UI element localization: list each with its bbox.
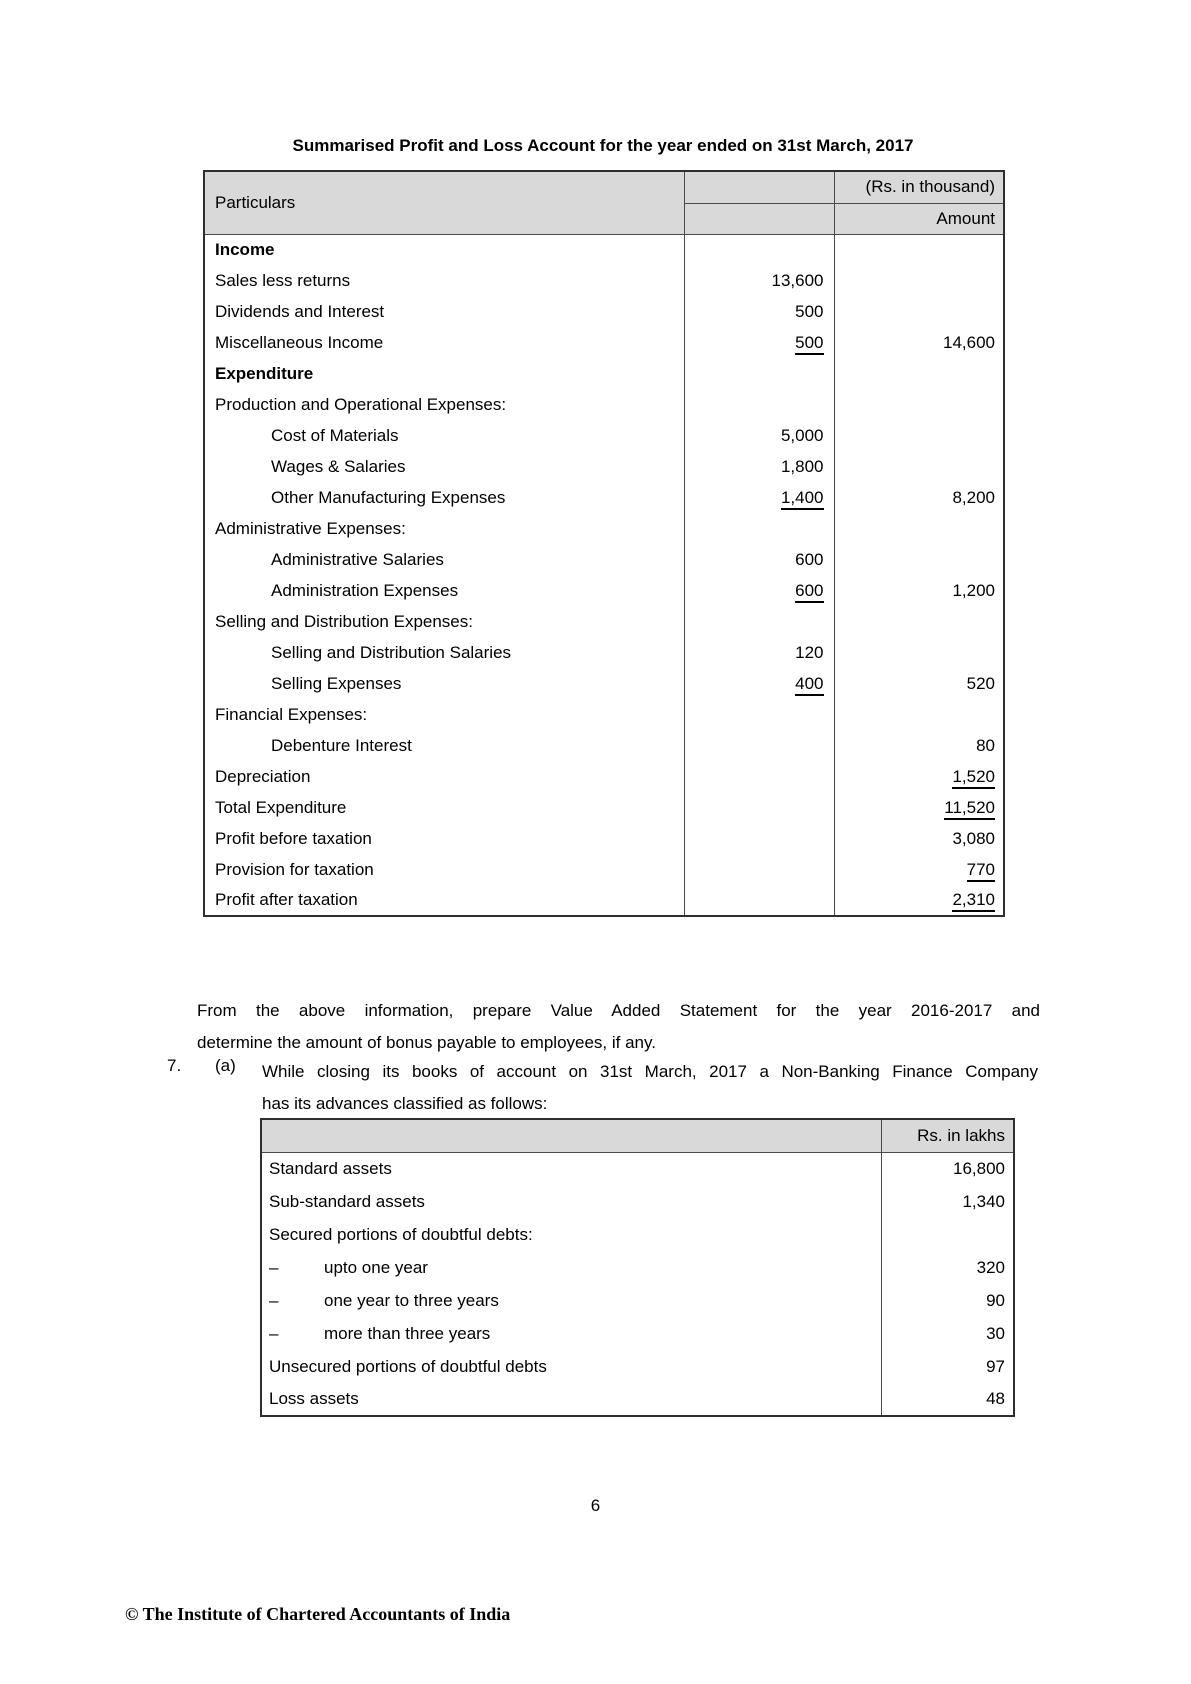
empty-header-cell xyxy=(684,171,834,203)
detail-value-cell xyxy=(684,234,834,265)
empty-header-cell xyxy=(261,1119,881,1152)
table-row xyxy=(204,854,1004,885)
underlined-value: 11,520 xyxy=(944,798,995,820)
table-row xyxy=(204,358,1004,389)
table-row xyxy=(204,544,1004,575)
row-label: Expenditure xyxy=(204,358,684,389)
row-label-text: more than three years xyxy=(324,1323,491,1343)
row-label: Selling and Distribution Expenses: xyxy=(204,606,684,637)
intro-line-1: From the above information, prepare Value Added Statement for the year 2016-2017 and xyxy=(197,1001,1040,1020)
detail-value-cell: 13,600 xyxy=(684,265,834,296)
underlined-value: 2,310 xyxy=(952,890,995,912)
underlined-value: 400 xyxy=(795,674,823,696)
amount-value-cell: 1,200 xyxy=(834,575,1004,606)
row-label xyxy=(261,1317,881,1350)
amount-value-cell xyxy=(834,513,1004,544)
underlined-value: 500 xyxy=(795,333,823,355)
row-label: Unsecured portions of doubtful debts xyxy=(261,1350,881,1383)
amount-value-cell xyxy=(834,885,1004,916)
table-row xyxy=(261,1317,1014,1350)
value-cell: 30 xyxy=(881,1317,1014,1350)
amount-value-cell xyxy=(834,761,1004,792)
underlined-value: 1,520 xyxy=(952,767,995,789)
table-row xyxy=(204,296,1004,327)
table-row xyxy=(204,234,1004,265)
row-label: Cost of Materials xyxy=(204,420,684,451)
detail-value-cell: 600 xyxy=(684,544,834,575)
row-label: Production and Operational Expenses: xyxy=(204,389,684,420)
detail-value-cell xyxy=(684,730,834,761)
row-label: Miscellaneous Income xyxy=(204,327,684,358)
amount-value-cell xyxy=(834,420,1004,451)
detail-value-cell xyxy=(684,513,834,544)
table-row xyxy=(204,885,1004,916)
row-label: Profit after taxation xyxy=(204,885,684,916)
table-row xyxy=(204,389,1004,420)
row-label: Administrative Expenses: xyxy=(204,513,684,544)
amount-value-cell xyxy=(834,544,1004,575)
detail-value-cell xyxy=(684,575,834,606)
dash-bullet: – xyxy=(269,1323,279,1343)
row-label: Secured portions of doubtful debts: xyxy=(261,1218,881,1251)
detail-value-cell: 500 xyxy=(684,296,834,327)
amount-value-cell xyxy=(834,451,1004,482)
page-number: 6 xyxy=(590,1496,601,1515)
amount-value-cell: 3,080 xyxy=(834,823,1004,854)
question-line-1: While closing its books of account on 31st March, 2017 a Non-Banking Finance Company xyxy=(262,1062,1038,1081)
table-row xyxy=(204,761,1004,792)
table-row xyxy=(261,1185,1014,1218)
table-row xyxy=(204,420,1004,451)
row-label: Standard assets xyxy=(261,1152,881,1185)
amount-value-cell xyxy=(834,792,1004,823)
row-label: Loss assets xyxy=(261,1383,881,1416)
intro-paragraph xyxy=(197,995,1040,1059)
row-label: Sub-standard assets xyxy=(261,1185,881,1218)
detail-value-cell xyxy=(684,823,834,854)
amount-value-cell xyxy=(834,389,1004,420)
dash-bullet: – xyxy=(269,1290,279,1310)
amount-value-cell xyxy=(834,637,1004,668)
row-label xyxy=(261,1284,881,1317)
table-row xyxy=(261,1152,1014,1185)
underlined-value: 600 xyxy=(795,581,823,603)
table-row xyxy=(204,606,1004,637)
row-label: Provision for taxation xyxy=(204,854,684,885)
detail-value-cell xyxy=(684,327,834,358)
detail-value-cell xyxy=(684,699,834,730)
detail-value-cell: 5,000 xyxy=(684,420,834,451)
nbfc-unit-header: Rs. in lakhs xyxy=(881,1119,1014,1152)
question-text xyxy=(262,1056,1038,1120)
amount-value-cell: 8,200 xyxy=(834,482,1004,513)
table-row xyxy=(204,730,1004,761)
row-label: Other Manufacturing Expenses xyxy=(204,482,684,513)
dash-bullet: – xyxy=(269,1257,279,1277)
row-label-text: one year to three years xyxy=(324,1290,499,1310)
amount-value-cell xyxy=(834,699,1004,730)
detail-value-cell: 120 xyxy=(684,637,834,668)
table-row xyxy=(204,265,1004,296)
amount-value-cell xyxy=(834,234,1004,265)
value-cell: 320 xyxy=(881,1251,1014,1284)
row-label: Profit before taxation xyxy=(204,823,684,854)
underlined-value: 1,400 xyxy=(781,488,824,510)
amount-value-cell: 80 xyxy=(834,730,1004,761)
table-row xyxy=(204,637,1004,668)
row-label: Wages & Salaries xyxy=(204,451,684,482)
detail-value-cell xyxy=(684,761,834,792)
value-cell: 1,340 xyxy=(881,1185,1014,1218)
table-row xyxy=(261,1350,1014,1383)
amount-value-cell: 14,600 xyxy=(834,327,1004,358)
row-label: Debenture Interest xyxy=(204,730,684,761)
empty-header-cell xyxy=(684,203,834,234)
table-row xyxy=(261,1218,1014,1251)
row-label: Financial Expenses: xyxy=(204,699,684,730)
table-row xyxy=(204,513,1004,544)
detail-value-cell xyxy=(684,482,834,513)
amount-value-cell xyxy=(834,358,1004,389)
detail-value-cell xyxy=(684,885,834,916)
table-header-row xyxy=(261,1119,1014,1152)
amount-value-cell xyxy=(834,296,1004,327)
unit-header: (Rs. in thousand) xyxy=(834,171,1004,203)
amount-header: Amount xyxy=(834,203,1004,234)
table-row xyxy=(204,668,1004,699)
row-label xyxy=(261,1251,881,1284)
question-number: 7. xyxy=(167,1056,182,1075)
row-label: Administration Expenses xyxy=(204,575,684,606)
amount-value-cell xyxy=(834,854,1004,885)
doc-title: Summarised Profit and Loss Account for the year ended on 31st March, 2017 xyxy=(292,136,914,155)
row-label-text: upto one year xyxy=(324,1257,428,1277)
table-row xyxy=(204,575,1004,606)
detail-value-cell xyxy=(684,389,834,420)
row-label: Income xyxy=(204,234,684,265)
table-row xyxy=(204,699,1004,730)
value-cell: 16,800 xyxy=(881,1152,1014,1185)
row-label: Administrative Salaries xyxy=(204,544,684,575)
amount-value-cell xyxy=(834,265,1004,296)
detail-value-cell xyxy=(684,668,834,699)
table-row xyxy=(261,1284,1014,1317)
amount-value-cell xyxy=(834,606,1004,637)
table-row xyxy=(204,482,1004,513)
value-cell: 48 xyxy=(881,1383,1014,1416)
detail-value-cell xyxy=(684,358,834,389)
detail-value-cell xyxy=(684,606,834,637)
detail-value-cell xyxy=(684,792,834,823)
value-cell: 90 xyxy=(881,1284,1014,1317)
row-label: Selling Expenses xyxy=(204,668,684,699)
row-label: Selling and Distribution Salaries xyxy=(204,637,684,668)
underlined-value: 770 xyxy=(967,860,995,882)
copyright-footer: © The Institute of Chartered Accountants of India xyxy=(125,1604,511,1624)
detail-value-cell: 1,800 xyxy=(684,451,834,482)
detail-value-cell xyxy=(684,854,834,885)
value-cell: 97 xyxy=(881,1350,1014,1383)
table-row xyxy=(204,792,1004,823)
question-part-label: (a) xyxy=(215,1056,236,1075)
value-cell xyxy=(881,1218,1014,1251)
table-header-row xyxy=(204,171,1004,203)
table-row xyxy=(261,1251,1014,1284)
row-label: Dividends and Interest xyxy=(204,296,684,327)
particulars-header: Particulars xyxy=(204,171,684,234)
question-line-2: has its advances classified as follows: xyxy=(262,1094,548,1113)
row-label: Depreciation xyxy=(204,761,684,792)
profit-loss-table xyxy=(203,170,1005,917)
row-label: Sales less returns xyxy=(204,265,684,296)
nbfc-advances-table xyxy=(260,1118,1015,1417)
table-row xyxy=(204,327,1004,358)
table-row xyxy=(261,1383,1014,1416)
row-label: Total Expenditure xyxy=(204,792,684,823)
intro-line-2: determine the amount of bonus payable to employees, if any. xyxy=(197,1033,656,1052)
table-row xyxy=(204,451,1004,482)
amount-value-cell: 520 xyxy=(834,668,1004,699)
table-row xyxy=(204,823,1004,854)
